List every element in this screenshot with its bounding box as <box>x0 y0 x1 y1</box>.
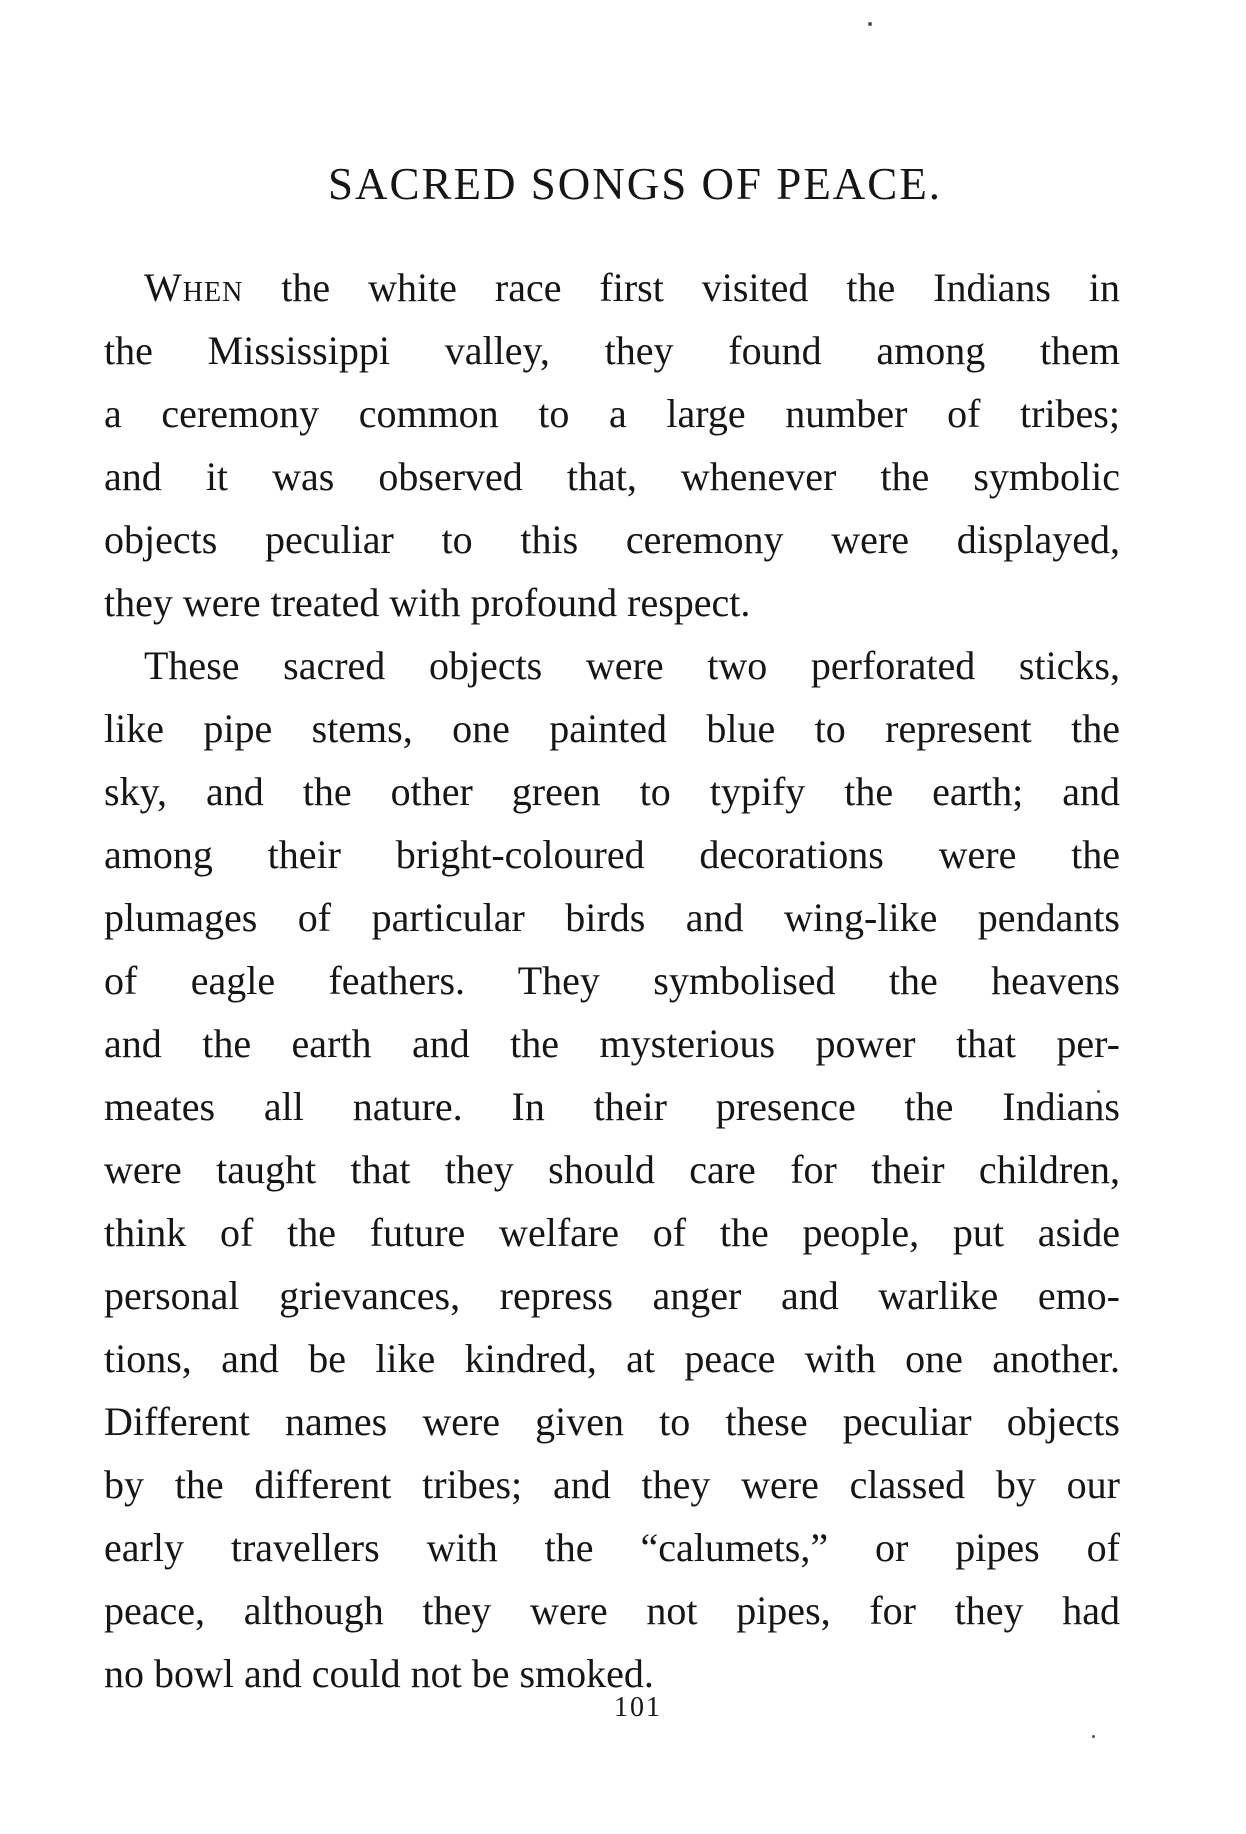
text-line: were taught that they should care for their children, <box>104 1147 1120 1192</box>
text-line: no bowl and could not be smoked. <box>104 1651 654 1696</box>
text-line: a ceremony common to a large number of tribes; <box>104 391 1120 436</box>
text-line: These sacred objects were two perforated sticks, <box>144 643 1120 688</box>
text-line: among their bright-coloured decorations were the <box>104 832 1120 877</box>
paragraph-1 <box>104 256 1120 634</box>
text-line: meates all nature. In their presence the Indians <box>104 1084 1120 1129</box>
text-line: personal grievances, repress anger and warlike emo- <box>104 1273 1120 1318</box>
small-caps-word: HEN <box>182 277 244 308</box>
print-speck <box>1092 1735 1095 1738</box>
drop-small-caps-initial: W <box>144 265 183 310</box>
text-line: the Mississippi valley, they found among them <box>104 328 1120 373</box>
text-line: by the different tribes; and they were classed by our <box>104 1462 1120 1507</box>
paragraph-2 <box>104 634 1120 1705</box>
text-line: and the earth and the mysterious power that per- <box>104 1021 1120 1066</box>
print-speck <box>868 22 872 26</box>
text-line: of eagle feathers. They symbolised the heavens <box>104 958 1120 1003</box>
page-number: 101 <box>614 1692 662 1723</box>
text-line: and it was observed that, whenever the symbolic <box>104 454 1120 499</box>
text-line: Different names were given to these peculiar objects <box>104 1399 1120 1444</box>
text-line: tions, and be like kindred, at peace with one another. <box>104 1336 1120 1381</box>
text-line: plumages of particular birds and wing-like pendants <box>104 895 1120 940</box>
text-line: WHEN the white race first visited the Indians in <box>144 265 1120 310</box>
text-line: like pipe stems, one painted blue to represent the <box>104 706 1120 751</box>
body-text <box>104 256 1120 1705</box>
text-line: they were treated with profound respect. <box>104 580 751 625</box>
text-line: peace, although they were not pipes, for they had <box>104 1588 1120 1633</box>
text-line: sky, and the other green to typify the earth; and <box>104 769 1120 814</box>
chapter-title: SACRED SONGS OF PEACE. <box>327 159 943 209</box>
text-line: early travellers with the “calumets,” or pipes of <box>104 1525 1120 1570</box>
text-line: think of the future welfare of the people, put aside <box>104 1210 1120 1255</box>
text-line: objects peculiar to this ceremony were displayed, <box>104 517 1120 562</box>
